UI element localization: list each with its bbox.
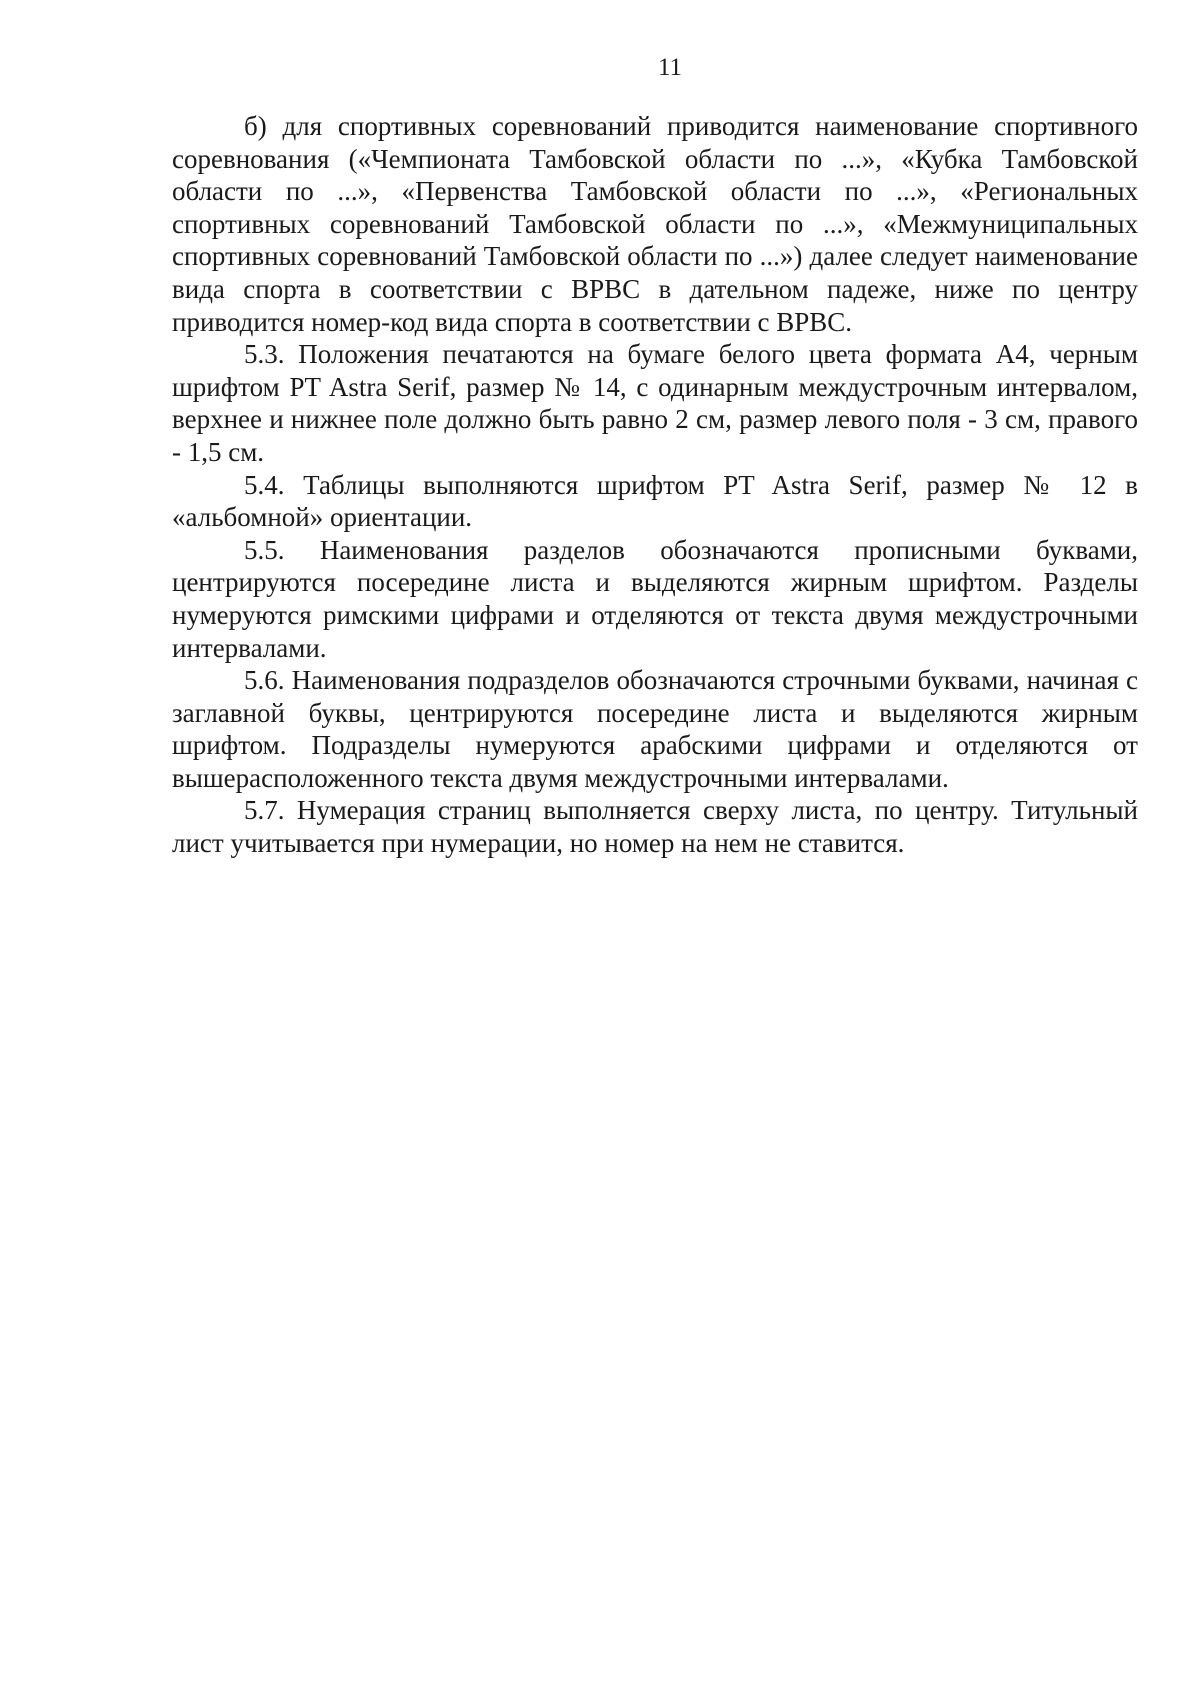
paragraph-5-6: 5.6. Наименования подразделов обозначаются строчными буквами, начиная с заглавной буквы, центрируются посередине листа и выделяются жирным шрифтом. Подразделы нумеруются арабскими цифрами и отделяются от вышерасположенного текста двумя междустрочными интервалами.	[172, 665, 1138, 793]
page-number: 11	[657, 54, 683, 81]
document-body	[172, 110, 1138, 860]
paragraph-5-4: 5.4. Таблицы выполняются шрифтом PT Astra Serif, размер № 12 в «альбомной» ориентации.	[172, 469, 1138, 533]
paragraph-5-3: 5.3. Положения печатаются на бумаге белого цвета формата А4, черным шрифтом PT Astra Serif, размер № 14, с одинарным междустрочным интервалом, верхнее и нижнее поле должно быть равно 2 см, размер левого поля - 3 см, правого - 1,5 см.	[172, 339, 1138, 467]
paragraph-sports-competitions: б) для спортивных соревнований приводится наименование спортивного соревнования («Чемпионата Тамбовской области по ...», «Кубка Тамбовской области по ...», «Первенства Тамбовской области по ...», «Региональных спортивных соревнований Тамбовской области по ...», «Межмуниципальных спортивных соревнований Тамбовской области по ...») далее следует наименование вида спорта в соответствии с ВРВС в дательном падеже, ниже по центру приводится номер-код вида спорта в соответствии с ВРВС.	[172, 111, 1138, 337]
paragraph-5-7: 5.7. Нумерация страниц выполняется сверху листа, по центру. Титульный лист учитывается при нумерации, но номер на нем не ставится.	[172, 795, 1138, 859]
paragraph-5-5: 5.5. Наименования разделов обозначаются прописными буквами, центрируются посередине листа и выделяются жирным шрифтом. Разделы нумеруются римскими цифрами и отделяются от текста двумя междустрочными интервалами.	[172, 534, 1138, 663]
